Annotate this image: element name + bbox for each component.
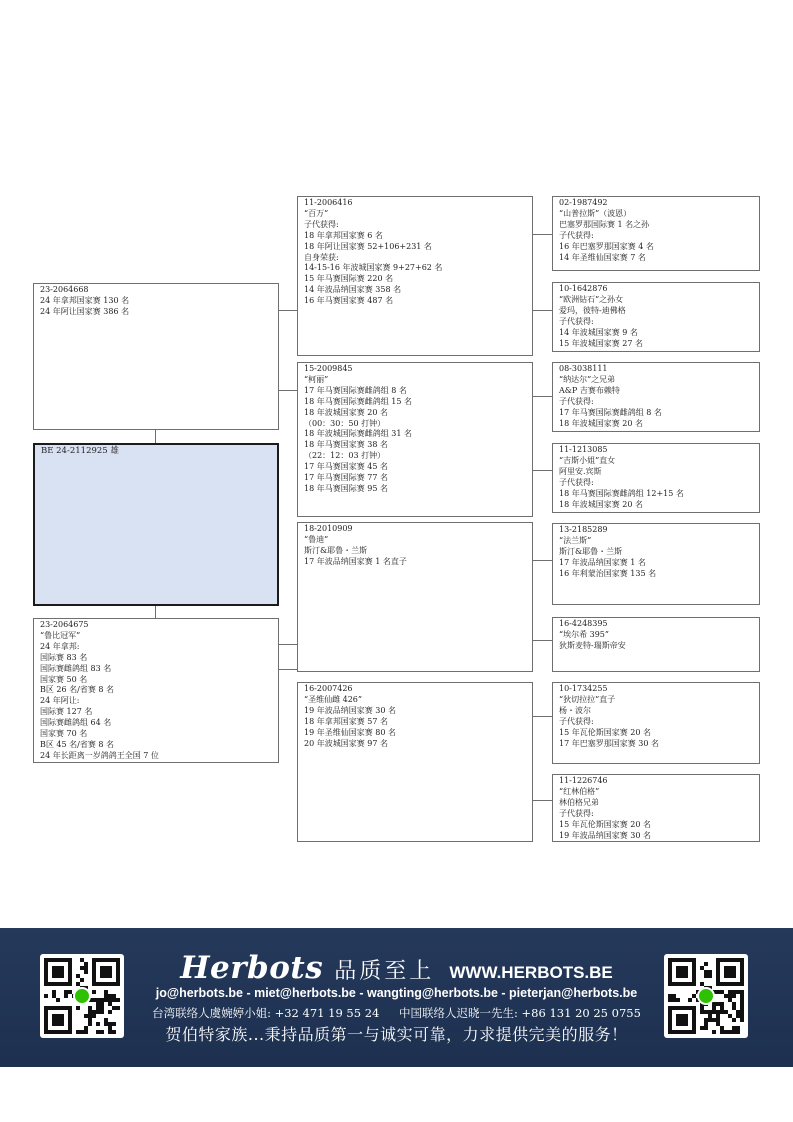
pedigree-line: 杨・波尔 — [559, 705, 591, 715]
tagline: 贺伯特家族...秉持品质第一与诚实可靠，力求提供完美的服务！ — [165, 1025, 628, 1044]
ring-number: 10-1642876 — [559, 284, 608, 293]
pedigree-line: “鲁比冠军” — [40, 630, 81, 640]
pedigree-line: 18 年拿邦国家赛 57 名 — [304, 716, 388, 726]
dss-box — [552, 523, 760, 605]
pedigree-line: “埃尔希 395” — [559, 629, 609, 639]
pedigree-line: “纳达尔”之兄弟 — [559, 374, 616, 384]
ddd-box — [552, 774, 760, 842]
pedigree-line: 17 年马赛国际赛雌鸽组 8 名 — [559, 407, 662, 417]
sire-dam-box — [297, 362, 533, 517]
connector-line — [279, 390, 297, 391]
footer-banner — [0, 928, 793, 1067]
dds-box — [552, 682, 760, 764]
pedigree-line: 子代获得: — [559, 230, 594, 240]
pedigree-line: 子代获得: — [559, 716, 594, 726]
pedigree-line: 自身荣获: — [304, 252, 339, 262]
website-link[interactable]: WWW.HERBOTS.BE — [449, 963, 613, 982]
pedigree-line: “欧洲钻石”之孙女 — [559, 294, 624, 304]
connector-line — [279, 644, 297, 645]
brand-row — [0, 950, 793, 986]
pedigree-line: 18 年马赛国际赛雌鸽组 12+15 名 — [559, 488, 684, 498]
connector-line — [279, 669, 297, 670]
ring-number: 08-3038111 — [559, 364, 608, 373]
connector-line — [533, 716, 552, 717]
pedigree-line: “吉斯小姐”直女 — [559, 455, 616, 465]
ring-number: 02-1987492 — [559, 198, 608, 207]
connector-line — [533, 396, 552, 397]
sire-sire-box — [297, 196, 533, 356]
pedigree-line: B区 26 名/省赛 8 名 — [40, 685, 115, 695]
ring-number: 23-2064668 — [40, 285, 89, 294]
connector-line — [155, 430, 156, 444]
ring-number: 11-1226746 — [559, 776, 608, 785]
pedigree-line: B区 45 名/省赛 8 名 — [40, 739, 115, 749]
connector-line — [533, 640, 552, 641]
pedigree-line: “法兰斯” — [559, 535, 592, 545]
pedigree-line: 17 年波品纳国家赛 1 名 — [559, 557, 646, 567]
pedigree-line: 19 年波品纳国家赛 30 名 — [559, 830, 651, 840]
pedigree-line: 狄斯麦特-瑞斯帝安 — [559, 640, 626, 650]
pedigree-line: 子代获得: — [559, 808, 594, 818]
ring-number: 15-2009845 — [304, 364, 353, 373]
pedigree-line: 18 年波城国家赛 20 名 — [304, 407, 388, 417]
pedigree-line: 24 年拿邦国家赛 130 名 — [40, 295, 130, 305]
pedigree-line: 20 年波城国家赛 97 名 — [304, 738, 388, 748]
pedigree-line: （22：12：03 打钟） — [304, 451, 386, 461]
contact-china: 中国联络人迟晓一先生: +86 131 20 25 0755 — [399, 1006, 641, 1020]
pedigree-line: 16 年巴塞罗那国家赛 4 名 — [559, 241, 654, 251]
ring-number: 16-4248395 — [559, 619, 608, 628]
pedigree-line: （00：30：50 打钟） — [304, 418, 386, 428]
pedigree-line: 国家赛 70 名 — [40, 729, 88, 739]
pedigree-line: “山普拉斯”（波恩） — [559, 208, 632, 218]
email-addresses[interactable]: jo@herbots.be - miet@herbots.be - wangting@herbots.be - pieterjan@herbots.be — [155, 986, 638, 1000]
pedigree-line: 子代获得: — [559, 316, 594, 326]
connector-line — [279, 310, 297, 311]
pedigree-line: 17 年巴塞罗那国家赛 30 名 — [559, 738, 659, 748]
connector-line — [533, 560, 552, 561]
pedigree-line: “红林伯格” — [559, 786, 600, 796]
pedigree-line: 巴塞罗那国际赛 1 名之孙 — [559, 219, 650, 229]
connector-line — [533, 234, 552, 235]
pedigree-line: 17 年波品纳国家赛 1 名直子 — [304, 556, 407, 566]
pedigree-line: 14-15-16 年波城国家赛 9+27+62 名 — [304, 263, 443, 273]
connector-line — [533, 470, 552, 471]
ring-number: 16-2007426 — [304, 684, 353, 693]
ring-number: 10-1734255 — [559, 684, 608, 693]
pedigree-line: 24 年拿邦: — [40, 641, 80, 651]
pedigree-line: 15 年瓦伦斯国家赛 20 名 — [559, 727, 651, 737]
pedigree-line: 国际赛 83 名 — [40, 652, 88, 662]
dam-box — [33, 618, 279, 763]
pedigree-line: 14 年波城国家赛 9 名 — [559, 327, 638, 337]
sdd-box — [552, 443, 760, 513]
ssd-box — [552, 282, 760, 352]
contact-phones — [0, 1005, 793, 1021]
pedigree-line: 19 年圣维仙国家赛 80 名 — [304, 727, 396, 737]
pedigree-line: 15 年波城国家赛 27 名 — [559, 338, 643, 348]
sds-box — [552, 362, 760, 432]
pedigree-line: 18 年马赛国际赛雌鸽组 15 名 — [304, 396, 412, 406]
ring-number: 11-2006416 — [304, 198, 353, 207]
pedigree-line: 18 年阿让国家赛 52+106+231 名 — [304, 241, 432, 251]
pedigree-line: 国际赛 127 名 — [40, 707, 93, 717]
ring-number: 23-2064675 — [40, 620, 89, 629]
pedigree-line: 子代获得: — [304, 219, 339, 229]
pedigree-line: “圣维仙雌 426” — [304, 694, 362, 704]
pedigree-line: 18 年马赛国际赛 95 名 — [304, 483, 388, 493]
sire-box — [33, 283, 279, 430]
pedigree-line: 17 年马赛国家赛 45 名 — [304, 462, 388, 472]
pedigree-line: 子代获得: — [559, 396, 594, 406]
pedigree-line: 18 年波城国家赛 20 名 — [559, 418, 643, 428]
pedigree-line: “狄切拉拉”直子 — [559, 694, 616, 704]
pedigree-line: 16 年马赛国家赛 487 名 — [304, 296, 394, 306]
pedigree-line: 18 年马赛国家赛 38 名 — [304, 440, 388, 450]
pedigree-line: 24 年长距离一岁鸽鸽王全国 7 位 — [40, 750, 159, 760]
pedigree-line: 国家赛 50 名 — [40, 674, 88, 684]
pedigree-line: 17 年马赛国际赛 77 名 — [304, 473, 388, 483]
pedigree-line: 林伯格兄弟 — [559, 797, 599, 807]
pedigree-line: “柯丽” — [304, 374, 329, 384]
subject-pigeon-box — [33, 443, 279, 606]
pedigree-line: 18 年波城国际赛雌鸽组 31 名 — [304, 429, 412, 439]
connector-line — [533, 800, 552, 801]
pedigree-line: 15 年马赛国际赛 220 名 — [304, 274, 394, 284]
slogan: 品质至上 — [334, 959, 435, 984]
pedigree-line: “百万” — [304, 208, 329, 218]
pedigree-line: 18 年波城国家赛 20 名 — [559, 499, 643, 509]
pedigree-line: 爱玛，彼特-迪佛格 — [559, 305, 626, 315]
pedigree-line: 国际赛雌鸽组 64 名 — [40, 718, 112, 728]
sss-box — [552, 196, 760, 271]
pedigree-line: 19 年波品纳国家赛 30 名 — [304, 705, 396, 715]
pedigree-line: 16 年利蒙治国家赛 135 名 — [559, 568, 657, 578]
pedigree-line: A&P 吉赛布赖特 — [559, 385, 620, 395]
ring-number: BE 24-2112925 雄 — [41, 446, 119, 456]
pedigree-line: “鲁迪” — [304, 534, 329, 544]
connector-line — [533, 310, 552, 311]
pedigree-line: 斯汀&耶鲁・兰斯 — [304, 545, 368, 555]
connector-line — [155, 606, 156, 618]
pedigree-line: 15 年瓦伦斯国家赛 20 名 — [559, 819, 651, 829]
contact-taiwan: 台湾联络人虞婉婷小姐: +32 471 19 55 24 — [152, 1006, 380, 1020]
pedigree-line: 子代获得: — [559, 477, 594, 487]
pedigree-line: 14 年圣维仙国家赛 7 名 — [559, 252, 646, 262]
pedigree-line: 24 年阿让: — [40, 696, 80, 706]
pedigree-line: 阿里安.宾斯 — [559, 466, 602, 476]
dam-sire-box — [297, 522, 533, 672]
dam-dam-box — [297, 682, 533, 842]
pedigree-line: 17 年马赛国际赛雌鸽组 8 名 — [304, 385, 407, 395]
pedigree-line: 斯汀&耶鲁・兰斯 — [559, 546, 623, 556]
dsd-box — [552, 617, 760, 672]
herbots-logo: Herbots — [180, 950, 324, 986]
ring-number: 18-2010909 — [304, 524, 353, 533]
ring-number: 11-1213085 — [559, 445, 608, 454]
ring-number: 13-2185289 — [559, 525, 608, 534]
pedigree-line: 18 年拿邦国家赛 6 名 — [304, 230, 383, 240]
pedigree-line: 国际赛雌鸽组 83 名 — [40, 663, 112, 673]
pedigree-line: 14 年波品纳国家赛 358 名 — [304, 285, 402, 295]
pedigree-line: 24 年阿让国家赛 386 名 — [40, 306, 130, 316]
